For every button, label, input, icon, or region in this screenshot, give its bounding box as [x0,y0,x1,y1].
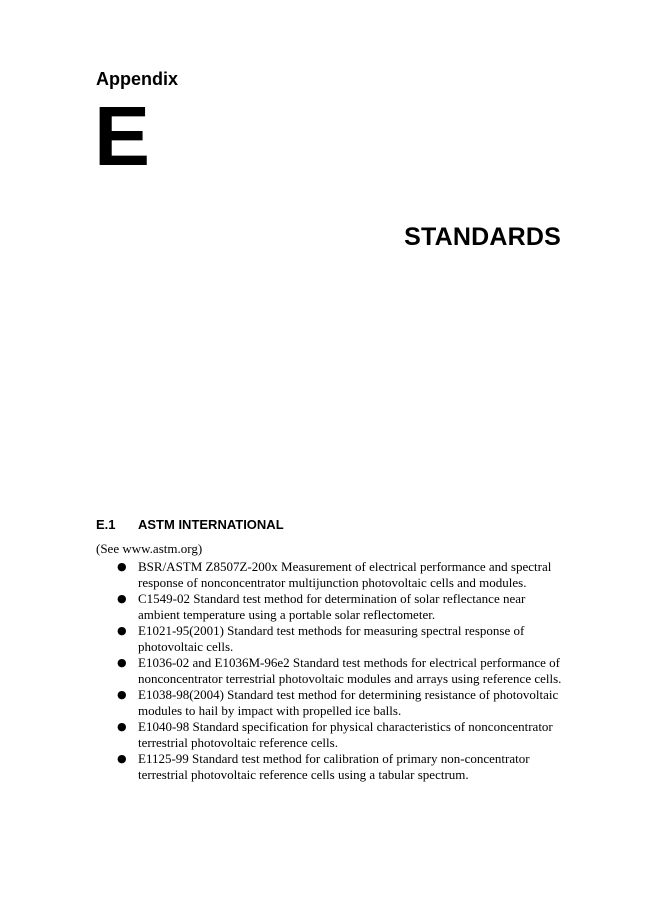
list-item-text: E1021-95(2001) Standard test methods for measuring spectral response of photovoltaic cells. [138,623,525,654]
list-item-text: E1040-98 Standard specification for physical characteristics of nonconcentrator terrestrial photovoltaic reference cells. [138,719,553,750]
section-heading [96,516,284,534]
bullet-icon: ● [117,720,127,733]
appendix-letter: E [94,89,151,183]
list-item-text: E1125-99 Standard test method for calibration of primary non-concentrator terrestrial photovoltaic reference cells using a tabular spectrum. [138,751,530,782]
list-item-text: C1549-02 Standard test method for determination of solar reflectance near ambient temperature using a portable solar reflectometer. [138,591,526,622]
section-title: ASTM INTERNATIONAL [138,517,284,532]
list-item [96,655,566,687]
bullet-icon: ● [117,688,127,701]
bullet-icon: ● [117,624,127,637]
list-item [96,591,566,623]
bullet-icon: ● [117,752,127,765]
bullet-icon: ● [117,592,127,605]
list-item-text: E1036-02 and E1036M-96e2 Standard test methods for electrical performance of nonconcentrator terrestrial photovoltaic modules and arrays using reference cells. [138,655,562,686]
bullet-icon: ● [117,560,127,573]
appendix-label: Appendix [96,69,179,89]
list-item [96,559,566,591]
standards-list [96,559,566,783]
bullet-icon: ● [117,656,127,669]
chapter-title: STANDARDS [404,223,561,251]
list-item [96,751,566,783]
list-item [96,687,566,719]
list-item [96,719,566,751]
section-intro: (See www.astm.org) [96,541,203,556]
section-number: E.1 [96,517,116,532]
list-item [96,623,566,655]
list-item-text: BSR/ASTM Z8507Z-200x Measurement of electrical performance and spectral response of nonconcentrator multijunction photovoltaic cells and modules. [138,559,552,590]
list-item-text: E1038-98(2004) Standard test method for determining resistance of photovoltaic modules to hail by impact with propelled ice balls. [138,687,559,718]
